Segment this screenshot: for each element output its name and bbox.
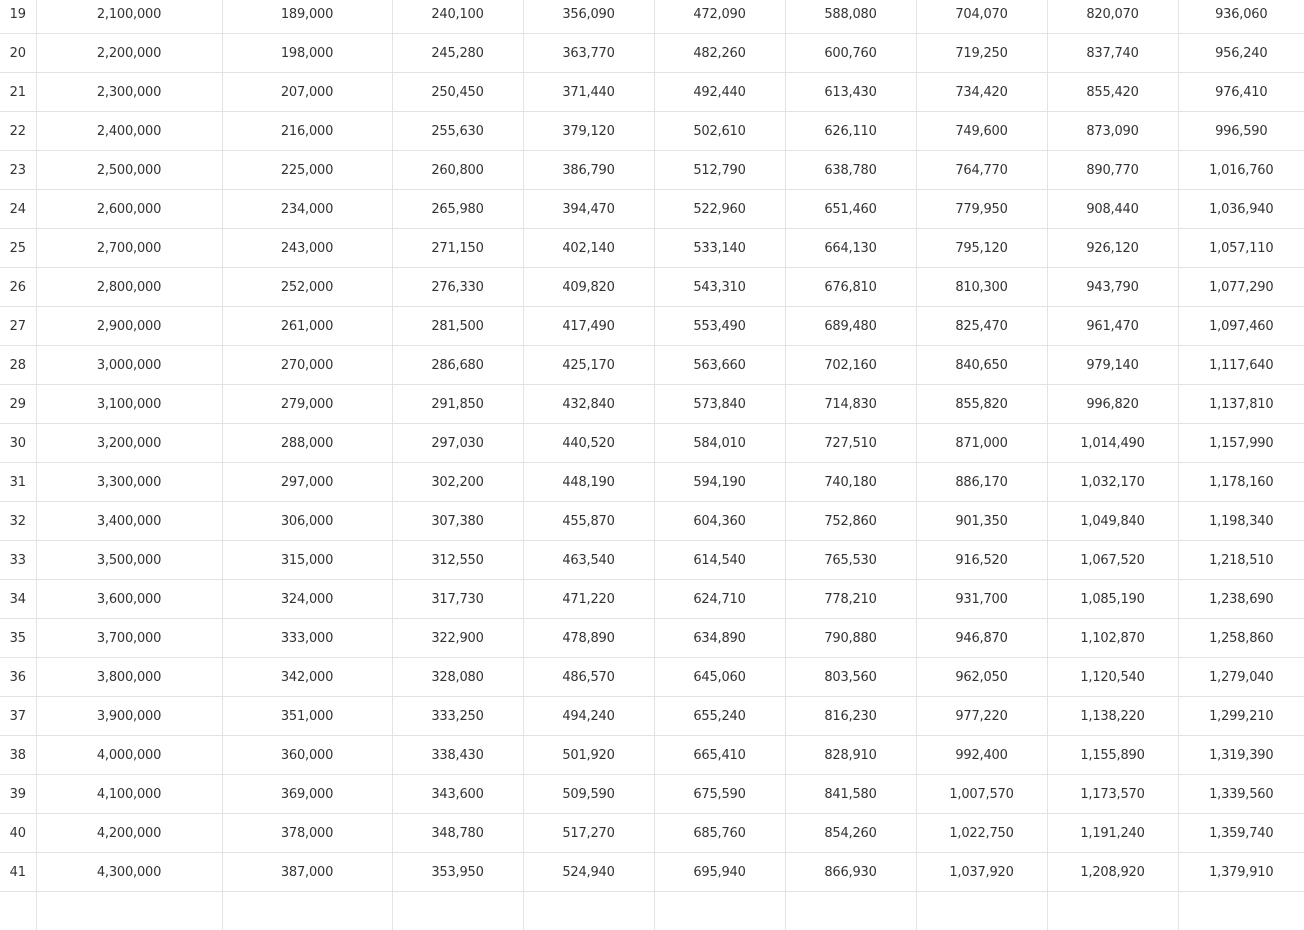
value-cell: 394,470 <box>523 190 654 229</box>
value-cell: 189,000 <box>222 0 392 34</box>
value-cell: 638,780 <box>785 151 916 190</box>
value-cell: 996,590 <box>1178 112 1304 151</box>
value-cell: 553,490 <box>654 307 785 346</box>
value-cell: 225,000 <box>222 151 392 190</box>
value-cell: 379,120 <box>523 112 654 151</box>
value-cell: 353,950 <box>392 853 523 892</box>
row-number-cell: 36 <box>0 658 36 697</box>
value-cell: 665,410 <box>654 736 785 775</box>
table-row <box>0 346 1304 385</box>
value-cell: 828,910 <box>785 736 916 775</box>
table-row <box>0 658 1304 697</box>
value-cell: 1,359,740 <box>1178 814 1304 853</box>
value-cell: 820,070 <box>1047 0 1178 34</box>
amount-cell: 4,200,000 <box>36 814 222 853</box>
value-cell: 740,180 <box>785 463 916 502</box>
amount-cell: 3,900,000 <box>36 697 222 736</box>
value-cell: 286,680 <box>392 346 523 385</box>
value-cell: 524,940 <box>523 853 654 892</box>
row-number-cell: 37 <box>0 697 36 736</box>
value-cell: 614,540 <box>654 541 785 580</box>
table-cell <box>1178 892 1304 930</box>
table-row <box>0 34 1304 73</box>
value-cell: 234,000 <box>222 190 392 229</box>
value-cell: 351,000 <box>222 697 392 736</box>
value-cell: 245,280 <box>392 34 523 73</box>
amount-cell: 3,600,000 <box>36 580 222 619</box>
amount-cell: 2,900,000 <box>36 307 222 346</box>
value-cell: 961,470 <box>1047 307 1178 346</box>
value-cell: 977,220 <box>916 697 1047 736</box>
row-number-cell: 34 <box>0 580 36 619</box>
row-number-cell: 27 <box>0 307 36 346</box>
amount-cell: 3,800,000 <box>36 658 222 697</box>
value-cell: 509,590 <box>523 775 654 814</box>
value-cell: 315,000 <box>222 541 392 580</box>
row-number-cell: 25 <box>0 229 36 268</box>
value-cell: 455,870 <box>523 502 654 541</box>
amount-cell: 4,100,000 <box>36 775 222 814</box>
value-cell: 764,770 <box>916 151 1047 190</box>
value-cell: 261,000 <box>222 307 392 346</box>
value-cell: 765,530 <box>785 541 916 580</box>
value-cell: 901,350 <box>916 502 1047 541</box>
value-cell: 855,420 <box>1047 73 1178 112</box>
value-cell: 425,170 <box>523 346 654 385</box>
value-cell: 482,260 <box>654 34 785 73</box>
value-cell: 279,000 <box>222 385 392 424</box>
value-cell: 704,070 <box>916 0 1047 34</box>
value-cell: 312,550 <box>392 541 523 580</box>
value-cell: 463,540 <box>523 541 654 580</box>
row-number-cell: 32 <box>0 502 36 541</box>
table-cell <box>785 892 916 930</box>
value-cell: 250,450 <box>392 73 523 112</box>
value-cell: 348,780 <box>392 814 523 853</box>
table-row <box>0 73 1304 112</box>
value-cell: 685,760 <box>654 814 785 853</box>
value-cell: 276,330 <box>392 268 523 307</box>
value-cell: 795,120 <box>916 229 1047 268</box>
row-number-cell: 38 <box>0 736 36 775</box>
table-cell <box>36 892 222 930</box>
value-cell: 946,870 <box>916 619 1047 658</box>
value-cell: 626,110 <box>785 112 916 151</box>
value-cell: 360,000 <box>222 736 392 775</box>
value-cell: 854,260 <box>785 814 916 853</box>
value-cell: 333,250 <box>392 697 523 736</box>
value-cell: 471,220 <box>523 580 654 619</box>
value-cell: 1,138,220 <box>1047 697 1178 736</box>
row-number-cell: 40 <box>0 814 36 853</box>
value-cell: 243,000 <box>222 229 392 268</box>
table-cell <box>0 892 36 930</box>
value-cell: 992,400 <box>916 736 1047 775</box>
value-cell: 1,258,860 <box>1178 619 1304 658</box>
value-cell: 840,650 <box>916 346 1047 385</box>
row-number-cell: 39 <box>0 775 36 814</box>
value-cell: 1,178,160 <box>1178 463 1304 502</box>
amount-cell: 4,300,000 <box>36 853 222 892</box>
amount-cell: 3,700,000 <box>36 619 222 658</box>
row-number-cell: 21 <box>0 73 36 112</box>
value-cell: 1,022,750 <box>916 814 1047 853</box>
table-row <box>0 775 1304 814</box>
amount-cell: 2,800,000 <box>36 268 222 307</box>
table-row <box>0 268 1304 307</box>
value-cell: 1,319,390 <box>1178 736 1304 775</box>
value-cell: 1,032,170 <box>1047 463 1178 502</box>
value-cell: 676,810 <box>785 268 916 307</box>
value-cell: 1,208,920 <box>1047 853 1178 892</box>
value-cell: 297,000 <box>222 463 392 502</box>
table-row <box>0 0 1304 34</box>
amount-cell: 2,700,000 <box>36 229 222 268</box>
value-cell: 1,007,570 <box>916 775 1047 814</box>
value-cell: 1,299,210 <box>1178 697 1304 736</box>
value-cell: 634,890 <box>654 619 785 658</box>
row-number-cell: 23 <box>0 151 36 190</box>
amount-cell: 2,200,000 <box>36 34 222 73</box>
value-cell: 779,950 <box>916 190 1047 229</box>
value-cell: 816,230 <box>785 697 916 736</box>
table-row <box>0 190 1304 229</box>
value-cell: 916,520 <box>916 541 1047 580</box>
value-cell: 1,036,940 <box>1178 190 1304 229</box>
table-row <box>0 502 1304 541</box>
value-cell: 417,490 <box>523 307 654 346</box>
row-number-cell: 28 <box>0 346 36 385</box>
row-number-cell: 35 <box>0 619 36 658</box>
value-cell: 271,150 <box>392 229 523 268</box>
value-cell: 378,000 <box>222 814 392 853</box>
table-cell <box>222 892 392 930</box>
value-cell: 886,170 <box>916 463 1047 502</box>
value-cell: 926,120 <box>1047 229 1178 268</box>
value-cell: 1,014,490 <box>1047 424 1178 463</box>
value-cell: 501,920 <box>523 736 654 775</box>
value-cell: 573,840 <box>654 385 785 424</box>
amount-cell: 3,100,000 <box>36 385 222 424</box>
value-cell: 1,016,760 <box>1178 151 1304 190</box>
value-cell: 492,440 <box>654 73 785 112</box>
value-cell: 600,760 <box>785 34 916 73</box>
value-cell: 655,240 <box>654 697 785 736</box>
row-number-cell: 41 <box>0 853 36 892</box>
value-cell: 322,900 <box>392 619 523 658</box>
value-cell: 719,250 <box>916 34 1047 73</box>
amount-cell: 3,500,000 <box>36 541 222 580</box>
value-cell: 604,360 <box>654 502 785 541</box>
value-cell: 1,379,910 <box>1178 853 1304 892</box>
value-cell: 837,740 <box>1047 34 1178 73</box>
value-cell: 714,830 <box>785 385 916 424</box>
value-cell: 624,710 <box>654 580 785 619</box>
value-cell: 207,000 <box>222 73 392 112</box>
value-cell: 255,630 <box>392 112 523 151</box>
value-cell: 522,960 <box>654 190 785 229</box>
table-row <box>0 541 1304 580</box>
value-cell: 594,190 <box>654 463 785 502</box>
table-cell <box>523 892 654 930</box>
table-row <box>0 697 1304 736</box>
value-cell: 908,440 <box>1047 190 1178 229</box>
value-cell: 734,420 <box>916 73 1047 112</box>
value-cell: 1,049,840 <box>1047 502 1178 541</box>
value-cell: 1,102,870 <box>1047 619 1178 658</box>
table-row <box>0 307 1304 346</box>
value-cell: 825,470 <box>916 307 1047 346</box>
table-cell <box>1047 892 1178 930</box>
value-cell: 855,820 <box>916 385 1047 424</box>
table-row <box>0 580 1304 619</box>
value-cell: 402,140 <box>523 229 654 268</box>
value-cell: 803,560 <box>785 658 916 697</box>
table-row <box>0 424 1304 463</box>
value-cell: 216,000 <box>222 112 392 151</box>
table-row-partial <box>0 892 1304 930</box>
table-row <box>0 853 1304 892</box>
value-cell: 386,790 <box>523 151 654 190</box>
value-cell: 409,820 <box>523 268 654 307</box>
table-row <box>0 463 1304 502</box>
value-cell: 1,120,540 <box>1047 658 1178 697</box>
value-cell: 749,600 <box>916 112 1047 151</box>
row-number-cell: 30 <box>0 424 36 463</box>
table-cell <box>392 892 523 930</box>
value-cell: 727,510 <box>785 424 916 463</box>
value-cell: 1,097,460 <box>1178 307 1304 346</box>
amount-cell: 3,000,000 <box>36 346 222 385</box>
value-cell: 866,930 <box>785 853 916 892</box>
value-cell: 1,218,510 <box>1178 541 1304 580</box>
value-cell: 778,210 <box>785 580 916 619</box>
table-cell <box>654 892 785 930</box>
value-cell: 1,085,190 <box>1047 580 1178 619</box>
value-cell: 976,410 <box>1178 73 1304 112</box>
value-cell: 645,060 <box>654 658 785 697</box>
amount-cell: 4,000,000 <box>36 736 222 775</box>
value-cell: 1,191,240 <box>1047 814 1178 853</box>
value-cell: 675,590 <box>654 775 785 814</box>
value-cell: 1,279,040 <box>1178 658 1304 697</box>
value-cell: 302,200 <box>392 463 523 502</box>
table-row <box>0 229 1304 268</box>
amount-cell: 3,300,000 <box>36 463 222 502</box>
value-cell: 297,030 <box>392 424 523 463</box>
value-cell: 494,240 <box>523 697 654 736</box>
value-cell: 962,050 <box>916 658 1047 697</box>
table-row <box>0 112 1304 151</box>
table-row <box>0 736 1304 775</box>
value-cell: 260,800 <box>392 151 523 190</box>
value-cell: 702,160 <box>785 346 916 385</box>
row-number-cell: 20 <box>0 34 36 73</box>
table-row <box>0 151 1304 190</box>
row-number-cell: 33 <box>0 541 36 580</box>
value-cell: 1,339,560 <box>1178 775 1304 814</box>
value-cell: 317,730 <box>392 580 523 619</box>
table-row <box>0 385 1304 424</box>
table-cell <box>916 892 1047 930</box>
value-cell: 613,430 <box>785 73 916 112</box>
value-cell: 387,000 <box>222 853 392 892</box>
value-cell: 931,700 <box>916 580 1047 619</box>
value-cell: 342,000 <box>222 658 392 697</box>
value-cell: 338,430 <box>392 736 523 775</box>
value-cell: 306,000 <box>222 502 392 541</box>
row-number-cell: 24 <box>0 190 36 229</box>
value-cell: 291,850 <box>392 385 523 424</box>
value-cell: 281,500 <box>392 307 523 346</box>
value-cell: 1,198,340 <box>1178 502 1304 541</box>
value-cell: 328,080 <box>392 658 523 697</box>
value-cell: 486,570 <box>523 658 654 697</box>
value-cell: 790,880 <box>785 619 916 658</box>
value-cell: 1,173,570 <box>1047 775 1178 814</box>
value-cell: 1,117,640 <box>1178 346 1304 385</box>
value-cell: 584,010 <box>654 424 785 463</box>
value-cell: 996,820 <box>1047 385 1178 424</box>
value-cell: 369,000 <box>222 775 392 814</box>
row-number-cell: 31 <box>0 463 36 502</box>
value-cell: 356,090 <box>523 0 654 34</box>
value-cell: 478,890 <box>523 619 654 658</box>
value-cell: 343,600 <box>392 775 523 814</box>
value-cell: 1,037,920 <box>916 853 1047 892</box>
value-cell: 288,000 <box>222 424 392 463</box>
value-cell: 252,000 <box>222 268 392 307</box>
value-cell: 240,100 <box>392 0 523 34</box>
value-cell: 371,440 <box>523 73 654 112</box>
row-number-cell: 19 <box>0 0 36 34</box>
amount-cell: 2,500,000 <box>36 151 222 190</box>
row-number-cell: 26 <box>0 268 36 307</box>
value-cell: 1,238,690 <box>1178 580 1304 619</box>
value-cell: 841,580 <box>785 775 916 814</box>
value-cell: 502,610 <box>654 112 785 151</box>
value-cell: 689,480 <box>785 307 916 346</box>
value-cell: 873,090 <box>1047 112 1178 151</box>
value-cell: 664,130 <box>785 229 916 268</box>
value-cell: 563,660 <box>654 346 785 385</box>
value-cell: 533,140 <box>654 229 785 268</box>
value-cell: 270,000 <box>222 346 392 385</box>
table-row <box>0 619 1304 658</box>
value-cell: 307,380 <box>392 502 523 541</box>
value-cell: 543,310 <box>654 268 785 307</box>
value-cell: 1,155,890 <box>1047 736 1178 775</box>
value-cell: 1,057,110 <box>1178 229 1304 268</box>
row-number-cell: 29 <box>0 385 36 424</box>
value-cell: 979,140 <box>1047 346 1178 385</box>
value-cell: 265,980 <box>392 190 523 229</box>
value-cell: 1,137,810 <box>1178 385 1304 424</box>
amount-cell: 2,100,000 <box>36 0 222 34</box>
value-cell: 448,190 <box>523 463 654 502</box>
value-cell: 890,770 <box>1047 151 1178 190</box>
value-cell: 1,077,290 <box>1178 268 1304 307</box>
amount-cell: 2,300,000 <box>36 73 222 112</box>
value-cell: 651,460 <box>785 190 916 229</box>
value-cell: 695,940 <box>654 853 785 892</box>
value-cell: 943,790 <box>1047 268 1178 307</box>
value-cell: 1,157,990 <box>1178 424 1304 463</box>
value-cell: 517,270 <box>523 814 654 853</box>
value-cell: 752,860 <box>785 502 916 541</box>
amount-cell: 3,400,000 <box>36 502 222 541</box>
amount-cell: 2,400,000 <box>36 112 222 151</box>
value-cell: 588,080 <box>785 0 916 34</box>
table-row <box>0 814 1304 853</box>
value-cell: 432,840 <box>523 385 654 424</box>
value-cell: 871,000 <box>916 424 1047 463</box>
amount-cell: 2,600,000 <box>36 190 222 229</box>
value-cell: 440,520 <box>523 424 654 463</box>
value-cell: 324,000 <box>222 580 392 619</box>
value-cell: 956,240 <box>1178 34 1304 73</box>
value-cell: 363,770 <box>523 34 654 73</box>
value-cell: 810,300 <box>916 268 1047 307</box>
amount-cell: 3,200,000 <box>36 424 222 463</box>
value-cell: 936,060 <box>1178 0 1304 34</box>
value-cell: 198,000 <box>222 34 392 73</box>
value-cell: 333,000 <box>222 619 392 658</box>
value-cell: 472,090 <box>654 0 785 34</box>
value-cell: 512,790 <box>654 151 785 190</box>
value-cell: 1,067,520 <box>1047 541 1178 580</box>
row-number-cell: 22 <box>0 112 36 151</box>
